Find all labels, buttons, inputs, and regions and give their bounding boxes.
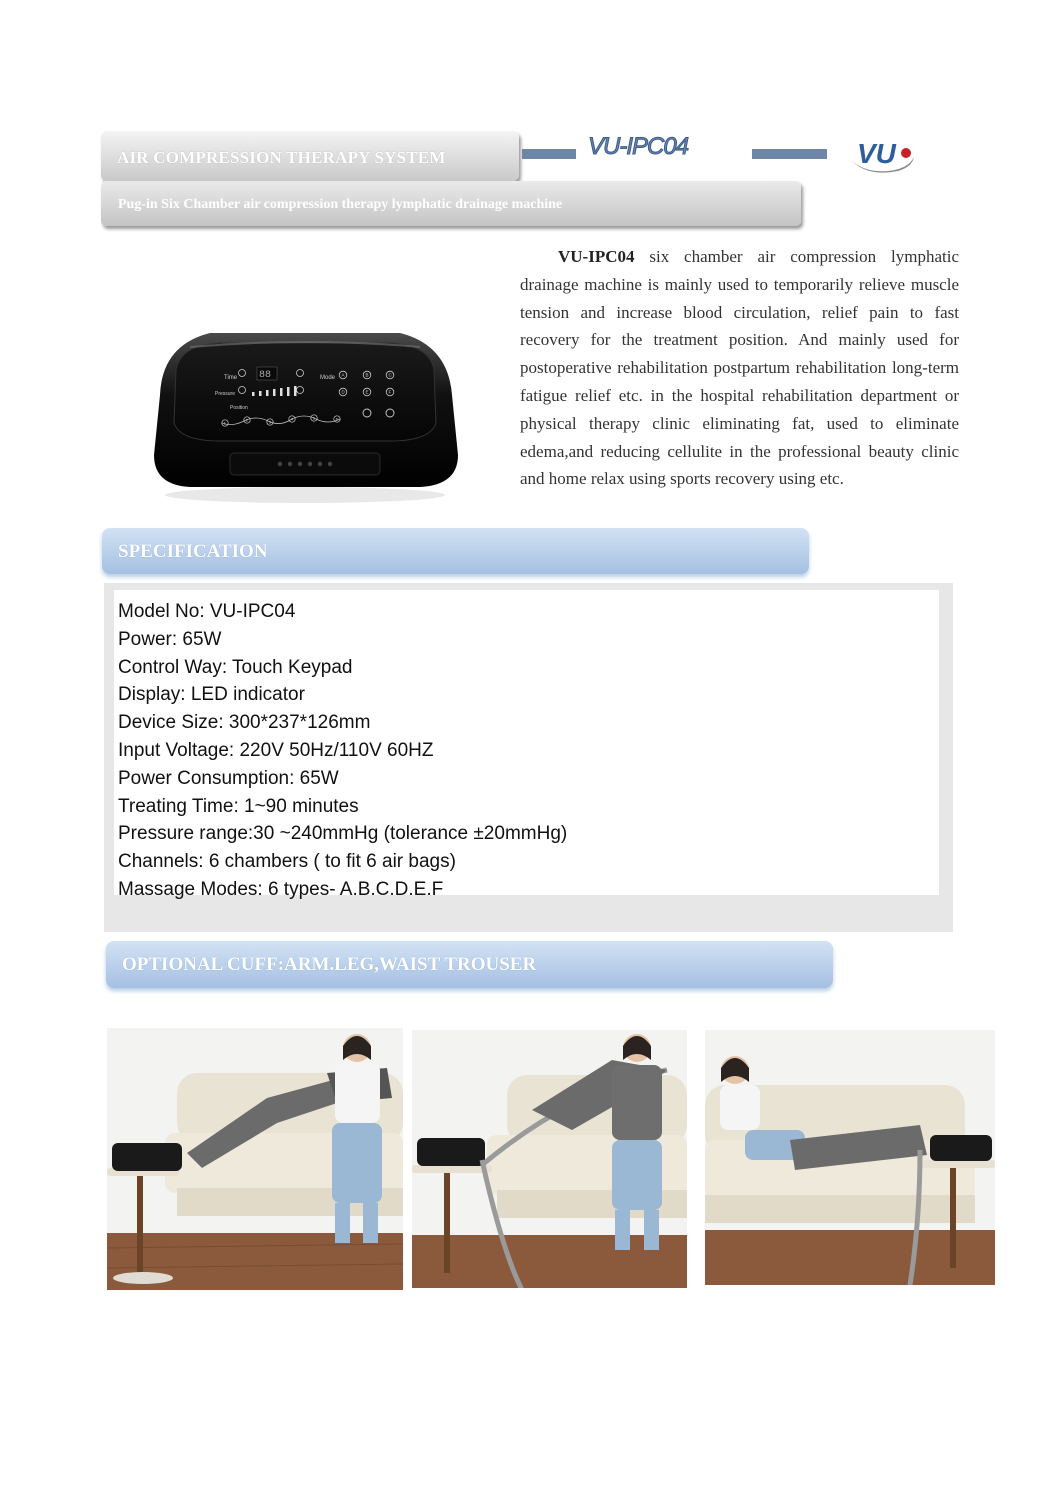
svg-text:A: A: [341, 372, 345, 378]
photo-arm-cuff: [107, 1028, 403, 1290]
spec-item: Device Size: 300*237*126mm: [118, 712, 371, 734]
specification-banner: [102, 528, 809, 574]
svg-text:2: 2: [245, 417, 249, 423]
spec-item: Treating Time: 1~90 minutes: [118, 795, 359, 817]
specification-box: [104, 583, 953, 932]
svg-text:5: 5: [312, 415, 316, 421]
specification-list: [118, 598, 567, 904]
brand-logo: [848, 133, 918, 178]
header-subtitle-banner: [101, 181, 801, 226]
decorative-bar-right: [752, 149, 827, 159]
svg-text:E: E: [365, 389, 369, 395]
svg-text:1: 1: [223, 420, 227, 426]
header-title: AIR COMPRESSION THERAPY SYSTEM: [117, 148, 446, 167]
device-display: 88: [259, 370, 272, 381]
photo-leg-cuff: [705, 1030, 995, 1285]
spec-item: Model No: VU-IPC04: [118, 601, 296, 622]
photo-waist-leg-cuff: [412, 1030, 687, 1288]
device-time-label: Time: [224, 375, 238, 381]
model-title: VU-IPC04: [588, 133, 689, 160]
optional-cuff-heading: OPTIONAL CUFF:ARM.LEG,WAIST TROUSER: [122, 954, 537, 975]
specification-panel: [114, 590, 939, 900]
logo-dot-icon: [901, 148, 911, 158]
svg-text:3: 3: [268, 419, 272, 425]
spec-item: Power: 65W: [118, 628, 222, 650]
description-text: six chamber air compression lymphatic drainage machine is mainly used to temporarily relieve muscle tension and increase blood circulation, relief pain to fast recovery for the treatment position. And mainly used for postoperative rehabilitation postpartum rehabilitation long-term fatigue relief etc. in the hospital rehabilitation department or physical therapy clinic eliminating fat, used to eliminate edema,and reducing cellulite in the professional beauty clinic and home relax using sports recovery using etc.: [520, 247, 959, 489]
header-title-banner: [101, 131, 519, 181]
logo-text: VU: [857, 138, 896, 169]
spec-item: Massage Modes: 6 types- A.B.C.D.E.F: [118, 878, 444, 900]
svg-text:F: F: [388, 389, 392, 395]
svg-text:C: C: [388, 372, 392, 378]
device-position-label: Position: [230, 405, 248, 411]
spec-item: Power Consumption: 65W: [118, 767, 339, 789]
svg-text:6: 6: [335, 416, 339, 422]
device-pressure-label: Pressure: [215, 391, 236, 397]
svg-text:B: B: [365, 372, 369, 378]
spec-item: Display: LED indicator: [118, 684, 305, 706]
product-description: [520, 243, 959, 493]
header-subtitle: Pug-in Six Chamber air compression therapy lymphatic drainage machine: [118, 197, 563, 212]
device-image: [140, 315, 470, 505]
description-model: VU-IPC04: [558, 247, 635, 266]
spec-item: Channels: 6 chambers ( to fit 6 air bags): [118, 851, 456, 873]
spec-item: Control Way: Touch Keypad: [118, 656, 353, 678]
specification-heading: SPECIFICATION: [118, 541, 268, 562]
decorative-bar-left: [522, 149, 576, 159]
svg-text:4: 4: [290, 416, 294, 422]
svg-text:D: D: [341, 389, 345, 395]
optional-cuff-banner: [106, 941, 833, 988]
device-mode-label: Mode: [320, 375, 336, 381]
spec-item: Pressure range:30 ~240mmHg (tolerance ±20mmHg): [118, 823, 568, 845]
spec-item: Input Voltage: 220V 50Hz/110V 60HZ: [118, 739, 434, 761]
